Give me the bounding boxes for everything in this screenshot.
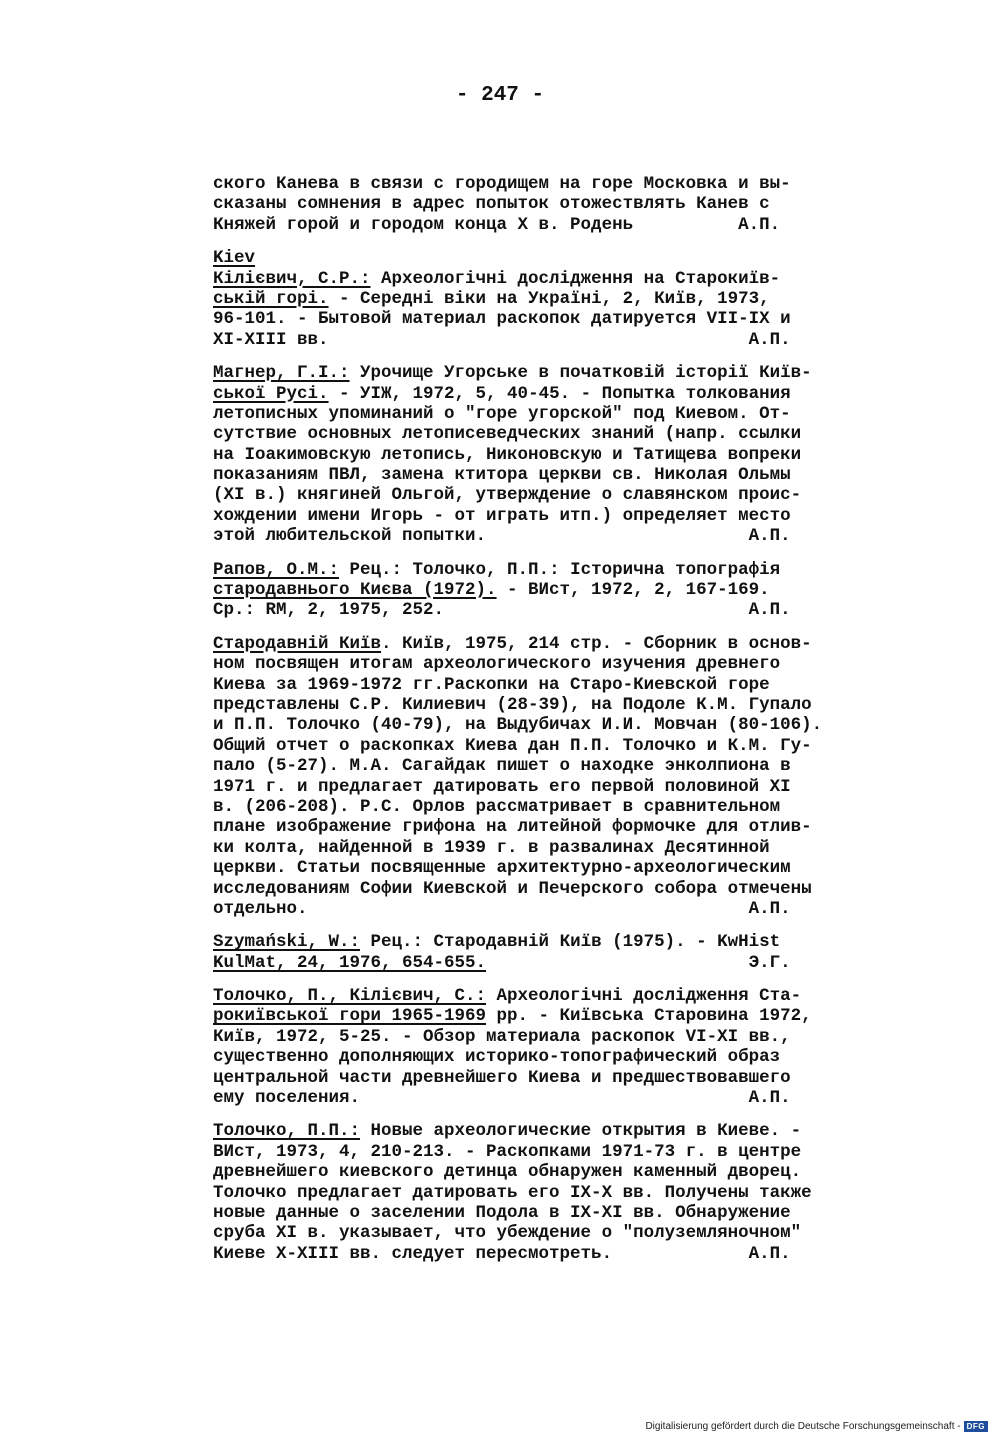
bibliography-entry — [213, 269, 903, 351]
text-line — [213, 634, 903, 654]
text-line — [213, 817, 903, 837]
line-text: в. (206-208). Р.С. Орлов рассматривает в сравнительном — [213, 796, 781, 817]
footer-text: Digitalisierung gefördert durch die Deutsche Forschungsgemeinschaft - — [645, 1421, 961, 1432]
text-line: сказаны сомнения в адрес попыток отожествлять Канев с — [213, 194, 770, 215]
bibliography-entry — [213, 1121, 903, 1264]
text-line — [213, 506, 903, 526]
text-line — [213, 404, 903, 424]
line-text: . Київ, 1975, 214 стр. - Сборник в основ- — [381, 633, 812, 654]
text-line: ского Канева в связи с городищем на горе Московка и вы- — [213, 174, 791, 194]
line-text: Рец.: Толочко, П.П.: Історична топографія — [339, 559, 781, 580]
footer-credit — [645, 1421, 988, 1432]
line-text: - Середні віки на Україні, 2, Київ, 1973, — [328, 288, 770, 309]
line-text: этой любительской попытки. А.П. — [213, 526, 791, 547]
line-text: показаниям ПВЛ, замена ктитора церкви св. Николая Ольмы — [213, 465, 791, 486]
underlined-citation: KulMat, 24, 1976, 654-655. — [213, 952, 487, 973]
text-line — [213, 899, 903, 919]
underlined-citation: Рапов, О.М.: — [213, 559, 340, 580]
text-line — [213, 879, 903, 899]
text-line — [213, 1088, 903, 1108]
text-line — [213, 1162, 903, 1182]
line-text: древнейшего киевского детинца обнаружен каменный дворец. — [213, 1162, 802, 1183]
line-text: Рец.: Стародавній Київ (1975). - KwHist — [360, 932, 781, 953]
text-line — [213, 560, 903, 580]
underlined-citation: ської Русі. — [213, 383, 329, 404]
text-line — [213, 424, 903, 444]
underlined-citation: Толочко, П., Кілієвич, С.: — [213, 986, 487, 1007]
text-line — [213, 384, 903, 404]
text-line — [213, 1006, 903, 1026]
line-text: сутствие основных летописеведческих знаний (напр. ссылки — [213, 424, 802, 445]
text-line — [213, 1027, 903, 1047]
underlined-citation: Толочко, П.П.: — [213, 1121, 361, 1142]
line-text: Толочко предлагает датировать его IX-X вв. Получены также — [213, 1182, 812, 1203]
bibliography-entry — [213, 986, 903, 1108]
line-text: ки колта, найденной в 1939 г. в развалинах Десятинной — [213, 837, 770, 858]
line-text: ном посвящен итогам археологического изучения древнего — [213, 654, 781, 675]
text-line — [213, 695, 903, 715]
text-line — [213, 797, 903, 817]
bibliography-entry — [213, 634, 903, 919]
line-text: отдельно. А.П. — [213, 898, 791, 919]
line-text: центральной части древнейшего Киева и предшествовавшего — [213, 1067, 791, 1088]
text-line — [213, 1244, 903, 1264]
bibliography-entry — [213, 932, 903, 973]
line-text: (XI в.) княгиней Ольгой, утверждение о славянском проис- — [213, 485, 802, 506]
text-line — [213, 1121, 903, 1141]
text-line — [213, 953, 903, 973]
text-line: Княжей горой и городом конца X в. Родень А.П. — [213, 214, 781, 235]
bibliography-entry — [213, 560, 903, 621]
underlined-citation: Szymański, W.: — [213, 932, 361, 953]
text-line — [213, 756, 903, 776]
line-text: хождении имени Игорь - от играть итп.) определяет место — [213, 505, 791, 526]
text-line — [213, 736, 903, 756]
underlined-citation: стародавнього Києва (1972). — [213, 580, 497, 601]
text-line — [213, 485, 903, 505]
line-text: и П.П. Толочко (40-79), на Выдубичах И.И. Мовчан (80-106). — [213, 715, 823, 736]
text-line — [213, 675, 903, 695]
continuation-paragraph — [213, 174, 903, 235]
line-text: представлены С.Р. Килиевич (28-39), на Подоле К.М. Гупало — [213, 694, 812, 715]
line-text: Київ, 1972, 5-25. - Обзор материала раскопок VI-XI вв., — [213, 1026, 791, 1047]
text-line — [213, 777, 903, 797]
line-text: pp. - Київська Старовина 1972, — [486, 1006, 812, 1027]
line-text: Археологічні дослідження на Старокиїв- — [370, 268, 781, 289]
line-text: на Іоакимовскую летопись, Никоновскую и Татищева вопреки — [213, 444, 802, 465]
line-text: Общий отчет о раскопках Киева дан П.П. Толочко и К.М. Гу- — [213, 735, 812, 756]
underlined-citation: Стародавній Київ — [213, 633, 382, 654]
page-number: - 247 - — [455, 84, 545, 107]
line-text: летописных упоминаний о "горе угорской" под Киевом. От- — [213, 403, 791, 424]
text-line — [213, 269, 903, 289]
line-text: пало (5-27). М.А. Сагайдак пишет о находке энколпиона в — [213, 756, 791, 777]
line-text: ему поселения. А.П. — [213, 1088, 791, 1109]
line-text: исследованиям Софии Киевской и Печерского собора отмечены — [213, 878, 812, 899]
text-line — [213, 1047, 903, 1067]
line-text: сруба XI в. указывает, что убеждение о "полуземляночном" — [213, 1223, 802, 1244]
line-text: Cp.: RM, 2, 1975, 252. А.П. — [213, 600, 791, 621]
bibliography-entry — [213, 363, 903, 547]
text-line — [213, 289, 903, 309]
text-line — [213, 330, 903, 350]
text-line — [213, 932, 903, 952]
underlined-citation: Кілієвич, С.Р.: — [213, 268, 371, 289]
line-text: - ВИст, 1972, 2, 167-169. — [496, 580, 770, 601]
text-line — [213, 1142, 903, 1162]
text-line — [213, 858, 903, 878]
line-text: XI-XIII вв. А.П. — [213, 329, 791, 350]
line-text: Новые археологические открытия в Киеве. - — [360, 1121, 802, 1142]
line-text: Археологічні дослідження Ста- — [486, 986, 802, 1007]
text-line — [213, 654, 903, 674]
text-line — [213, 526, 903, 546]
line-text: церкви. Статьи посвященные архитектурно-археологическим — [213, 858, 791, 879]
underlined-citation: Магнер, Г.І.: — [213, 363, 350, 384]
line-text: новые данные о заселении Подола в IX-XI вв. Обнаружение — [213, 1202, 791, 1223]
text-line — [213, 1203, 903, 1223]
dfg-logo: DFG — [964, 1421, 988, 1432]
underlined-citation: ській горі. — [213, 288, 329, 309]
underlined-citation: рокиївської гори 1965-1969 — [213, 1006, 487, 1027]
text-line — [213, 600, 903, 620]
entries-list — [213, 269, 903, 1265]
section-heading-text: Kiev — [213, 248, 256, 269]
text-line — [213, 445, 903, 465]
line-text: Киева за 1969-1972 гг.Раскопки на Старо-Киевской горе — [213, 674, 770, 695]
line-text: 1971 г. и предлагает датировать его первой половиной XI — [213, 776, 791, 797]
line-text: Киеве X-XIII вв. следует пересмотреть. А.П. — [213, 1243, 791, 1264]
text-line — [213, 715, 903, 735]
line-text: Урочище Угорське в початковій історії Київ- — [349, 363, 812, 384]
line-text: Э.Г. — [486, 952, 791, 973]
text-line — [213, 1223, 903, 1243]
text-line — [213, 986, 903, 1006]
text-line — [213, 838, 903, 858]
bibliography-body — [213, 174, 903, 1264]
text-line — [213, 309, 903, 329]
text-line — [213, 465, 903, 485]
text-line — [213, 580, 903, 600]
text-line — [213, 1183, 903, 1203]
line-text: существенно дополняющих историко-топографический образ — [213, 1047, 781, 1068]
text-line — [213, 1068, 903, 1088]
line-text: - УІЖ, 1972, 5, 40-45. - Попытка толкования — [328, 383, 791, 404]
text-line — [213, 363, 903, 383]
line-text: 96-101. - Бытовой материал раскопок датируется VII-IX и — [213, 309, 791, 330]
section-heading — [213, 248, 903, 268]
line-text: плане изображение грифона на литейной формочке для отлив- — [213, 817, 812, 838]
line-text: ВИст, 1973, 4, 210-213. - Раскопками 1971-73 г. в центре — [213, 1141, 802, 1162]
